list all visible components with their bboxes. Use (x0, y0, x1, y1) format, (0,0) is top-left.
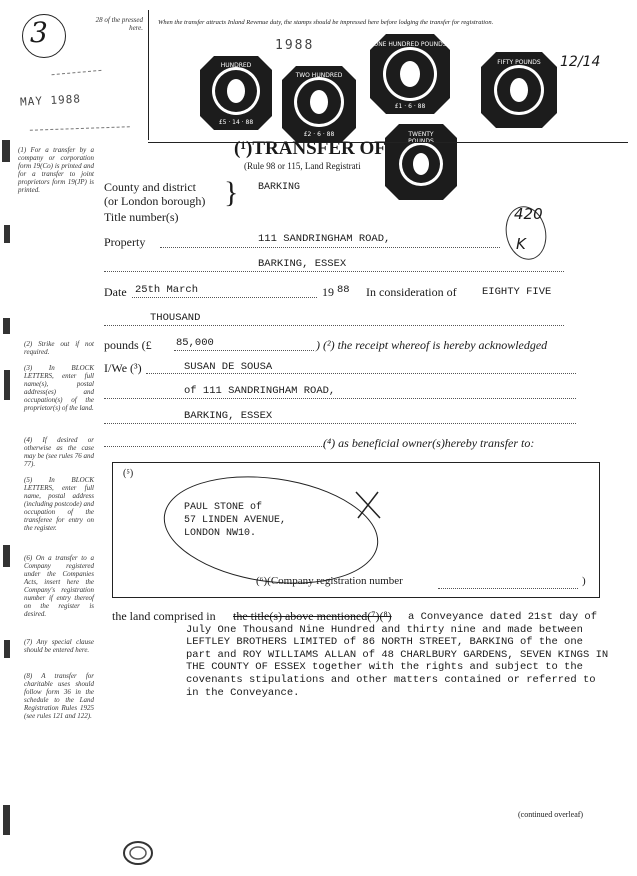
transferor-rule-2 (104, 398, 576, 399)
county-value: BARKING (258, 182, 301, 193)
margin-note-5: (5) In BLOCK LETTERS, enter full name, postal address (including postcode) and occupation of the transferee for entry on the register. (24, 476, 94, 532)
pounds-value: 85,000 (176, 337, 214, 349)
property-line-2-rule (104, 271, 564, 272)
consideration-rule (104, 325, 564, 326)
svg-text:£5 · 14 · 88: £5 · 14 · 88 (218, 119, 254, 126)
transferor-address-1: of 111 SANDRINGHAM ROAD, (184, 385, 336, 397)
stamp-instruction: When the transfer attracts Inland Revenue duty, the stamps should be impressed here before lodging the transfer for registration. (158, 19, 494, 26)
form-title: (¹)TRANSFER OF (234, 138, 386, 159)
title-number-label: Title number(s) (104, 210, 179, 224)
page-number: 3 (30, 16, 48, 49)
company-reg-close: ) (582, 575, 586, 587)
date-value: 25th March (135, 284, 199, 296)
transferor-rule-1 (146, 373, 576, 374)
stamp-two-hundred-pounds (282, 66, 356, 142)
transferee-details (184, 501, 286, 540)
header-divider (148, 10, 149, 140)
pounds-label: pounds (£ (104, 338, 152, 352)
land-description: a Conveyance dated 21st day of July One Thousand Nine Hundred and thirty nine and made between LEFTLEY BROTHERS LIMITED of 86 NORTH STREET, BARKING of the one part and ROY WILLIAMS ALLAN of 48 CHARLBURY GARDENS, SEVEN KINGS IN THE COUNTY OF ESSEX together with the rights and subject to the covenants stipulations and other matters contained or referred to in the Conveyance. (186, 611, 609, 699)
ref-number: 12/14 (560, 54, 601, 70)
stamp-fifty-pounds (481, 52, 557, 128)
consideration-value-2: THOUSAND (150, 312, 201, 324)
margin-note-2: (2) Strike out if not required. (24, 340, 94, 356)
receipt-text: ) (²) the receipt whereof is hereby acknowledged (316, 338, 548, 352)
land-label: the land comprised in (112, 609, 216, 623)
consideration-label: In consideration of (366, 285, 457, 299)
svg-text:TWENTY: TWENTY (408, 131, 434, 138)
stamp-smudge (52, 70, 103, 87)
company-reg-label: (⁶)(Company registration number (256, 575, 403, 587)
header-rule (148, 142, 628, 143)
title-number-stamp: 420 (514, 205, 543, 223)
consideration-value: EIGHTY FIVE (482, 286, 552, 298)
margin-note-3: (3) In BLOCK LETTERS, enter full name(s), postal address(es) and occupation(s) of the proprietor(s) of the land. (24, 364, 94, 412)
stamp-one-hundred-pounds (370, 34, 450, 114)
partial-date-stamp: 1988 (275, 38, 315, 53)
property-label: Property (104, 235, 146, 249)
year-prefix: 19 (322, 285, 334, 299)
transferor-name: SUSAN DE SOUSA (184, 361, 273, 373)
transferee-ref: (⁵) (123, 468, 134, 479)
svg-text:FIFTY POUNDS: FIFTY POUNDS (497, 59, 541, 66)
year-value: 88 (337, 284, 350, 296)
svg-text:TWO HUNDRED: TWO HUNDRED (295, 72, 343, 79)
handwritten-cross (352, 488, 384, 522)
stamp-five-hundred-pounds (200, 56, 272, 130)
county-brace: } (224, 176, 239, 209)
beneficial-rule (104, 446, 324, 447)
transferee-name: PAUL STONE of (184, 502, 263, 513)
handwritten-k: K (516, 235, 526, 253)
svg-text:HUNDRED: HUNDRED (220, 62, 252, 69)
transferee-address-2: LONDON NW10. (184, 528, 257, 539)
county-label-line2: (or London borough) (104, 194, 206, 208)
property-line-1: 111 SANDRINGHAM ROAD, (258, 233, 391, 245)
property-line-1-rule (160, 247, 500, 248)
county-label (104, 180, 205, 208)
county-label-line1: County and district (104, 180, 196, 194)
svg-text:£1 · 6 · 88: £1 · 6 · 88 (394, 103, 426, 110)
beneficial-text: (⁴) as beneficial owner(s)hereby transfer to: (323, 436, 535, 450)
stamp-twenty-pounds (385, 124, 457, 200)
margin-note-7: (7) Any special clause should be entered here. (24, 638, 94, 654)
margin-note-1: (1) For a transfer by a company or corporation form 19(Co) is printed and for a transfer to joint proprietors form 19(JP) is printed. (18, 146, 94, 194)
transferor-label: I/We (³) (104, 361, 142, 375)
bottom-smudge (122, 840, 154, 866)
margin-note-6: (6) On a transfer to a Company registered under the Companies Acts, insert here the Company's registration number if entry thereof on the register is desired. (24, 554, 94, 618)
margin-note-4: (4) If desired or otherwise as the case may be (see rules 76 and 77). (24, 436, 94, 468)
property-line-2: BARKING, ESSEX (258, 258, 347, 270)
company-reg-rule (438, 588, 578, 589)
form-subtitle: (Rule 98 or 115, Land Registrati (244, 161, 361, 171)
date-label: Date (104, 285, 127, 299)
transferor-rule-3 (104, 423, 576, 424)
svg-text:£2 · 6 · 88: £2 · 6 · 88 (303, 131, 335, 138)
margin-note-top: 28 of the pressed here. (95, 16, 143, 32)
continued-overleaf: (continued overleaf) (518, 810, 584, 819)
margin-note-8: (8) A transfer for charitable uses should follow form 36 in the schedule to the Land Registration Rules 1925 (see rules 121 and 122). (24, 672, 94, 720)
pounds-rule (174, 350, 314, 351)
date-rule (132, 297, 317, 298)
transferee-address-1: 57 LINDEN AVENUE, (184, 515, 287, 526)
transferor-address-2: BARKING, ESSEX (184, 410, 273, 422)
land-struck: the title(s) above mentioned(⁷)(⁸) (233, 609, 392, 623)
date-stamp: MAY 1988 (19, 92, 82, 109)
stamp-smudge-2 (30, 126, 130, 140)
svg-text:ONE HUNDRED POUNDS: ONE HUNDRED POUNDS (373, 41, 447, 48)
